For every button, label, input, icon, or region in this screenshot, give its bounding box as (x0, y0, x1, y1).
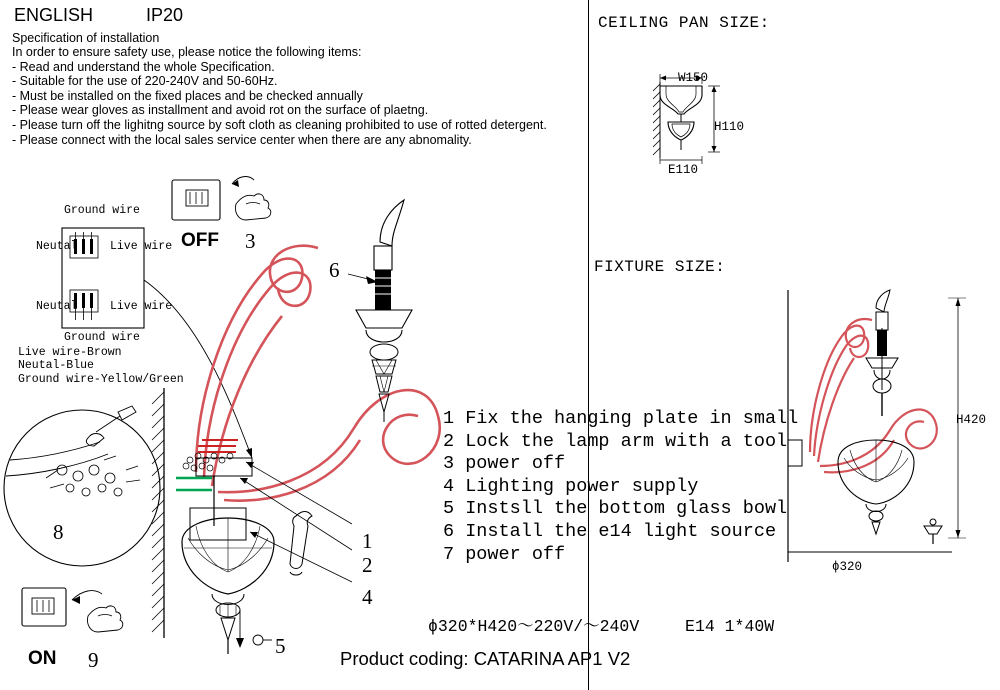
step-item: 7 power off (443, 543, 566, 565)
bulb-spec: E14 1*40W (685, 617, 775, 636)
specification-item: - Please wear gloves as installment and avoid rot on the surface of plaetng. (12, 103, 429, 118)
callout-9: 9 (88, 648, 99, 672)
specification-item: - Must be installed on the fixed places and be checked annually (12, 88, 363, 103)
product-coding: Product coding: CATARINA AP1 V2 (340, 648, 631, 669)
ceiling-pan-title: CEILING PAN SIZE: (598, 14, 770, 32)
specification-item: - Please connect with the local sales service center when there are any abnomality. (12, 132, 472, 147)
neutral-wire-bottom-label: Neutal (36, 300, 78, 313)
language-label: ENGLISH (14, 5, 94, 25)
live-wire-bottom-label: Live wire (110, 300, 173, 313)
callout-5: 5 (275, 634, 286, 658)
fixture-size-drawing (780, 290, 980, 570)
callout-8: 8 (53, 520, 64, 544)
dimension-voltage-spec: ϕ320*H420～220V/～240V (428, 617, 640, 636)
ceiling-pan-base-label: E110 (668, 163, 699, 177)
step-item: 6 Install the e14 light source (443, 520, 777, 542)
specification-item: - Read and understand the whole Specification. (12, 59, 275, 74)
callout-6: 6 (329, 258, 340, 282)
ceiling-pan-width-label: W150 (678, 71, 709, 85)
legend-item: Live wire-Brown (18, 346, 122, 359)
specification-item: - Please turn off the lighitng source by soft cloth as cleaning prohibited to use of rotted detergent. (12, 117, 547, 132)
legend-item: Neutal-Blue (18, 359, 94, 373)
fixture-diameter-label: ϕ320 (832, 560, 863, 574)
column-divider (588, 0, 589, 690)
specification-item: - Suitable for the use of 220-240V and 50-60Hz. (12, 74, 278, 89)
live-wire-top-label: Live wire (110, 240, 173, 253)
callout-2: 2 (362, 553, 373, 577)
legend-item: Ground wire-Yellow/Green (18, 372, 184, 386)
step-item: 5 Instsll the bottom glass bowl (443, 498, 788, 520)
specification-list (12, 45, 547, 147)
wire-color-legend (18, 346, 184, 386)
specification-intro: In order to ensure safety use, please notice the following items: (12, 45, 362, 59)
callout-4: 4 (362, 585, 373, 609)
ceiling-pan-height-label: H110 (714, 120, 745, 134)
ground-wire-top-label: Ground wire (64, 204, 140, 217)
callout-off: OFF (181, 230, 219, 251)
electrical-spec-line (428, 612, 774, 636)
ground-wire-bottom-label: Ground wire (64, 331, 140, 344)
fixture-height-label: H420 (956, 413, 987, 427)
callout-on: ON (28, 648, 57, 669)
step-item: 1 Fix the hanging plate in small (443, 408, 799, 429)
step-item: 4 Lighting power supply (443, 475, 699, 497)
callout-3: 3 (245, 229, 256, 253)
fixture-size-title: FIXTURE SIZE: (594, 258, 726, 276)
neutral-wire-top-label: Neutal (36, 240, 78, 253)
instruction-steps (443, 408, 798, 566)
ip-rating-label: IP20 (146, 5, 184, 25)
specification-title: Specification of installation (12, 31, 160, 45)
callout-1: 1 (362, 529, 373, 553)
step-item: 2 Lock the lamp arm with a tool (443, 430, 788, 452)
step-item: 3 power off (443, 453, 566, 475)
